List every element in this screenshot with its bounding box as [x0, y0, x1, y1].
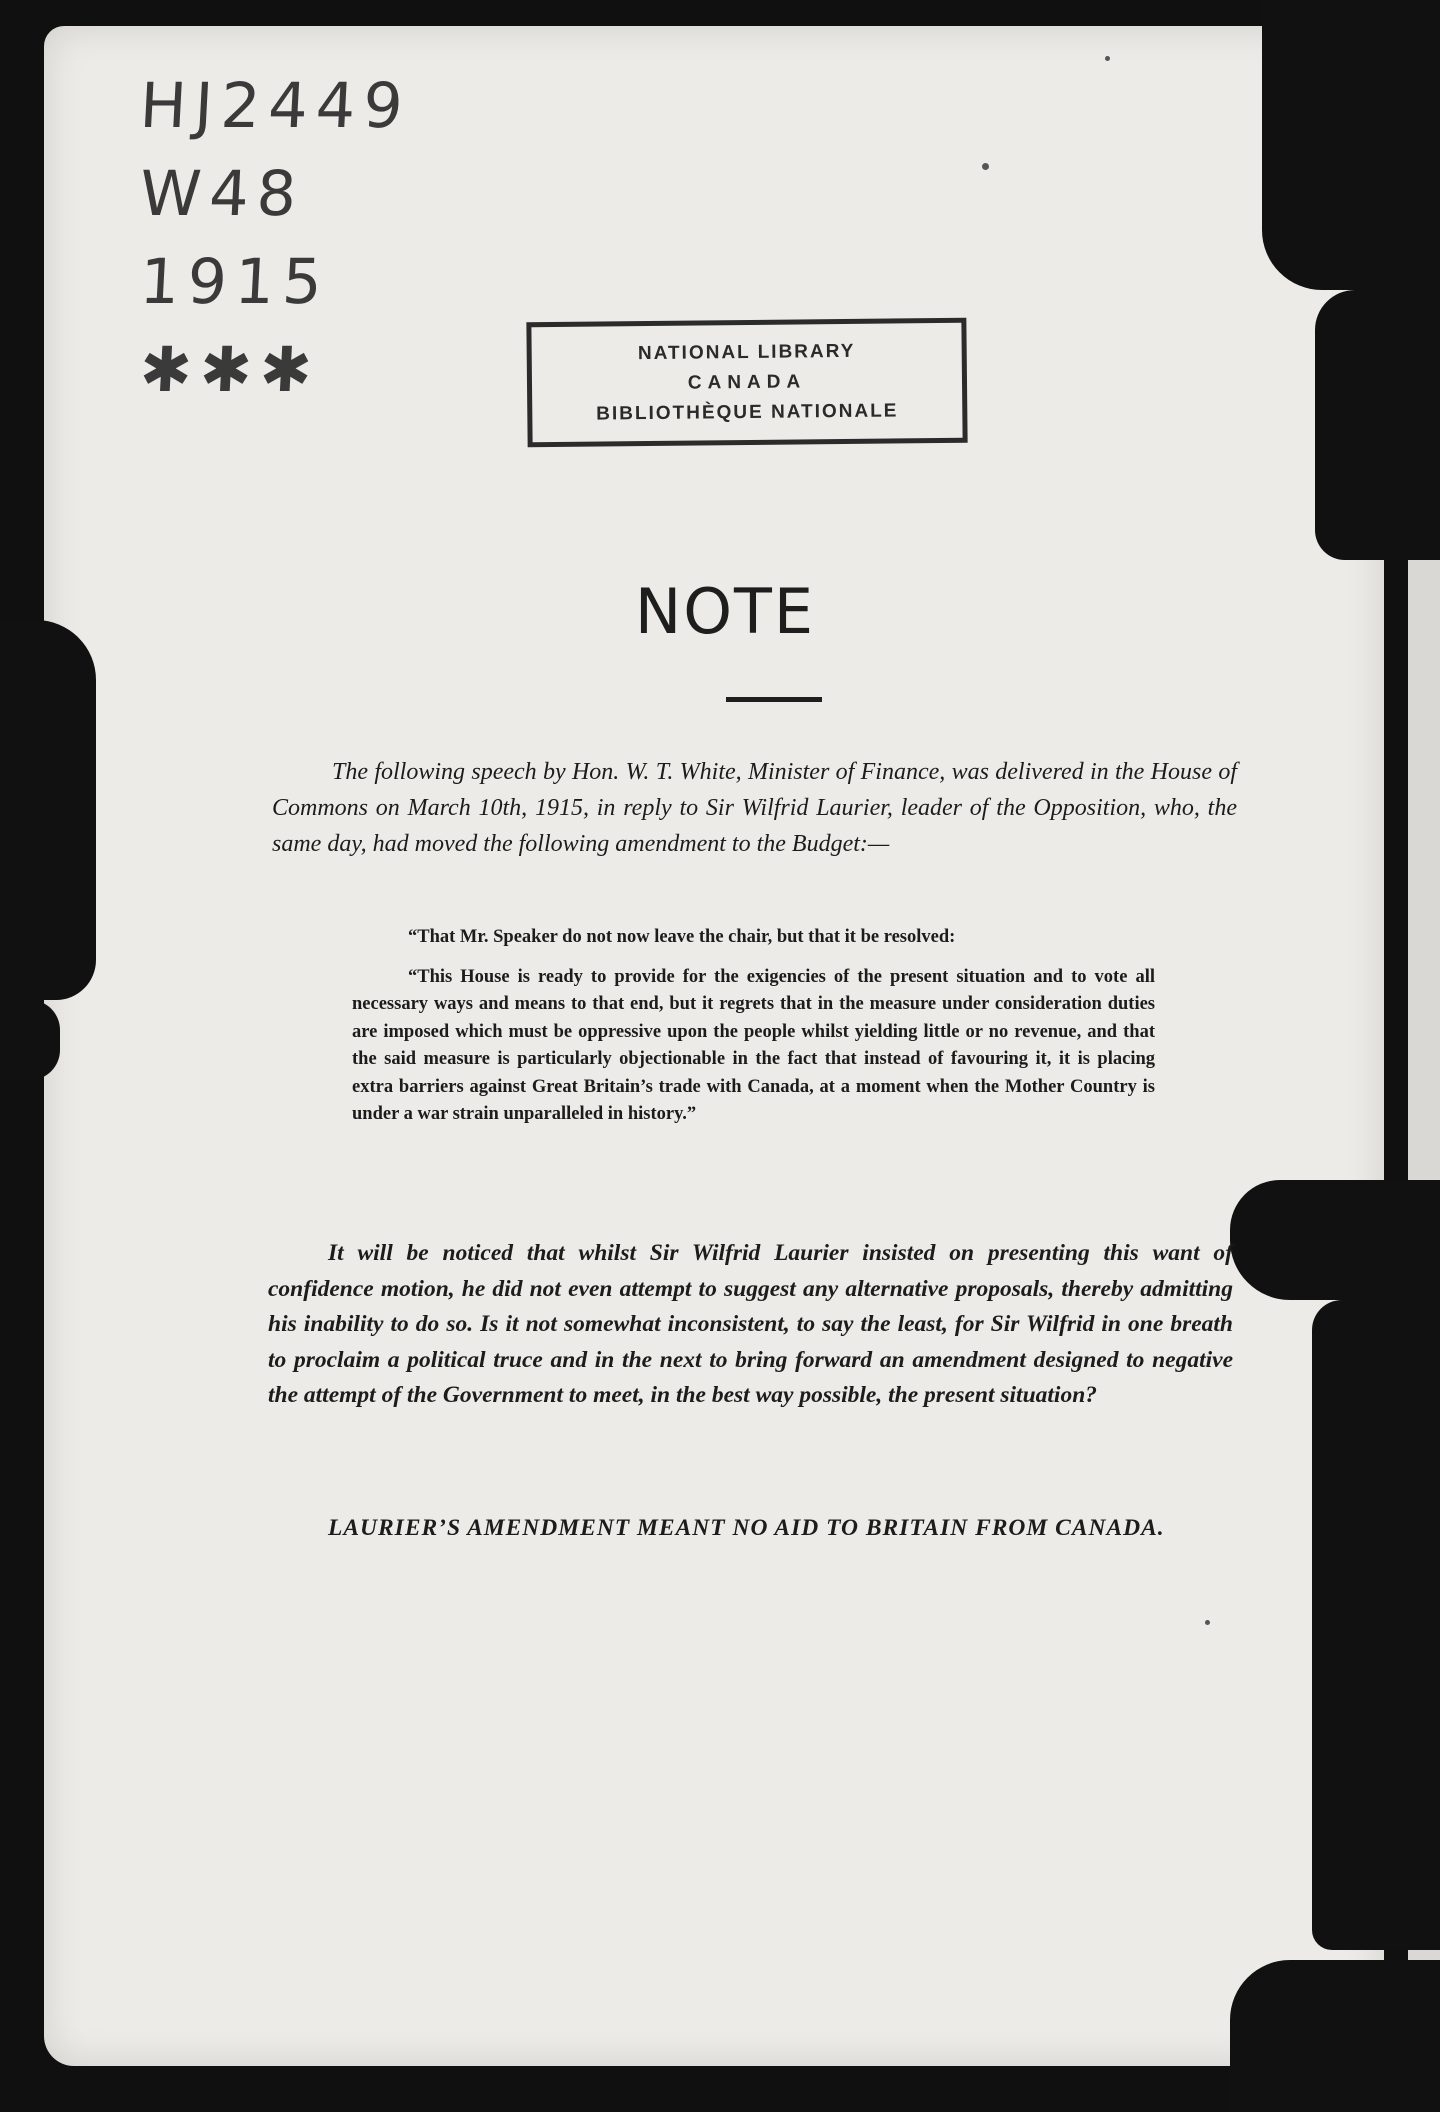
call-number-line-4: ✱✱✱ [138, 333, 322, 406]
stamp-line-3: BIBLIOTHÈQUE NATIONALE [596, 399, 899, 425]
intro-paragraph: The following speech by Hon. W. T. White, Minister of Finance, was delivered in the House of Commons on March 10th, 1915, in reply to Sir Wilfrid Laurier, leader of the Opposition, who, the same day, had moved the following amendment to the Budget:— [272, 759, 1237, 857]
title-rule [726, 697, 822, 702]
call-number-line-1: HJ2449 [138, 69, 413, 142]
quote-paragraph-2: “This House is ready to provide for the exigencies of the present situation and to vote all necessary ways and means to that end, but it regrets that in the measure under consideration duties are imposed which must be oppressive upon the people whilst yielding little or no revenue, and that the said measure is particularly objectionable in the fact that instead of favouring it, it is placing extra barriers against Great Britain’s trade with Canada, at a moment when the Mother Country is under a war strain unparalleled in history.” [352, 966, 1155, 1124]
call-number-line-3: 1915 [138, 245, 332, 318]
stamp-line-1: NATIONAL LIBRARY [637, 340, 856, 364]
torn-edge-right-top [1262, 0, 1440, 290]
quote-paragraph-1: “That Mr. Speaker do not now leave the chair, but that it be resolved: [408, 927, 956, 947]
page-title: NOTE [634, 575, 816, 648]
conclusion-paragraph: It will be noticed that whilst Sir Wilfrid Laurier insisted on presenting this want of confidence motion, he did not even attempt to suggest any alternative proposals, thereby admitting his inability to do so. Is it not somewhat inconsistent, to say the least, for Sir Wilfrid in one breath to proclaim a political truce and in the next to bring forward an amendment designed to negative the attempt of the Government to meet, in the best way possible, the present situation? [268, 1240, 1233, 1408]
dust-speck [1105, 56, 1110, 61]
dust-speck [1205, 1620, 1210, 1625]
torn-edge-right-notch [1230, 1180, 1440, 1300]
torn-edge-right-lower [1312, 1300, 1440, 1950]
library-stamp [526, 318, 967, 448]
torn-edge-left [0, 620, 96, 1000]
dust-speck [982, 163, 989, 170]
handwritten-call-number [140, 62, 411, 414]
torn-edge-left-lower [0, 1000, 60, 1080]
stamp-line-2: CANADA [687, 370, 807, 394]
quoted-amendment [352, 924, 1155, 1141]
torn-edge-right-mid [1315, 290, 1440, 560]
closing-headline: LAURIER’S AMENDMENT MEANT NO AID TO BRITAIN FROM CANADA. [328, 1515, 1165, 1541]
call-number-line-2: W48 [138, 157, 307, 230]
torn-edge-bottom-right [1230, 1960, 1440, 2112]
